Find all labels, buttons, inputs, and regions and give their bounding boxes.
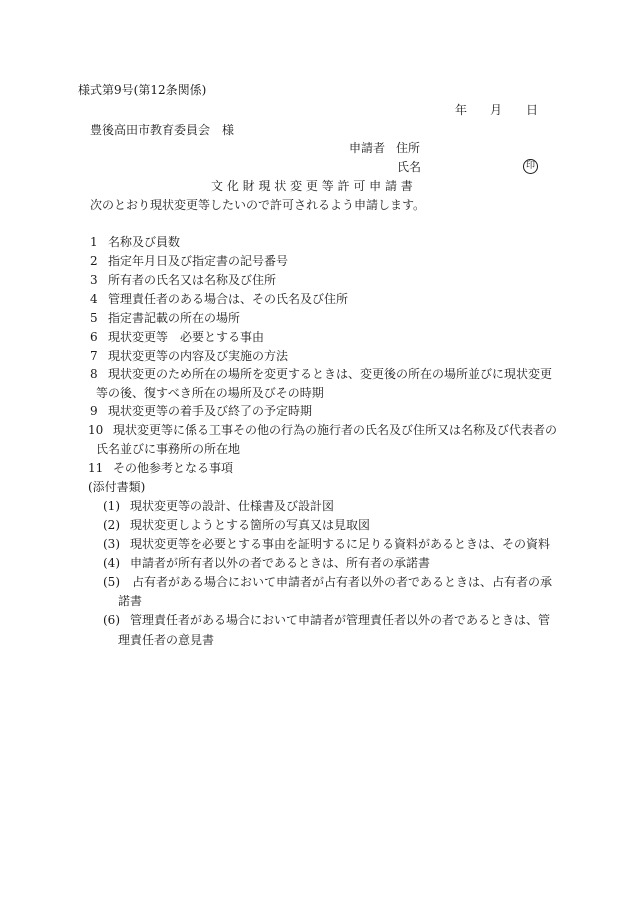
attachment-number: (4) bbox=[103, 556, 120, 570]
attachment-5 bbox=[0, 575, 630, 589]
attachment-text: 占有者がある場合において申請者が占有者以外の者であるときは、占有者の承 bbox=[132, 575, 553, 589]
item-4 bbox=[0, 292, 630, 306]
attachment-text: 管理責任者がある場合において申請者が管理責任者以外の者であるときは、管 bbox=[130, 613, 551, 627]
item-3 bbox=[0, 273, 630, 287]
addressee: 豊後高田市教育委員会 様 bbox=[90, 123, 235, 137]
item-number: 7 bbox=[90, 349, 98, 363]
date-year-label: 年 bbox=[455, 103, 468, 117]
item-number: 6 bbox=[90, 330, 98, 344]
attachments-heading: (添付書類) bbox=[88, 480, 146, 494]
item-text-continuation: 氏名並びに事務所の所在地 bbox=[96, 442, 241, 456]
attachment-text: 申請者が所有者以外の者であるときは、所有者の承諾書 bbox=[130, 556, 431, 570]
seal-mark: 印 bbox=[523, 159, 538, 174]
item-text: 所有者の氏名又は名称及び住所 bbox=[108, 273, 277, 287]
attachment-number: (3) bbox=[103, 537, 120, 551]
item-8-continuation bbox=[0, 386, 630, 400]
attachment-6 bbox=[0, 613, 630, 627]
applicant-label: 申請者 bbox=[349, 141, 386, 155]
item-text: 現状変更等の内容及び実施の方法 bbox=[108, 349, 289, 363]
applicant-address-label: 住所 bbox=[396, 141, 421, 155]
attachment-text-continuation: 諾書 bbox=[118, 594, 143, 608]
item-text: 指定書記載の所在の場所 bbox=[108, 311, 241, 325]
item-2 bbox=[0, 254, 630, 268]
item-number: 5 bbox=[90, 311, 98, 325]
item-text: 名称及び員数 bbox=[108, 235, 181, 249]
item-7 bbox=[0, 349, 630, 363]
item-text: 現状変更等 必要とする事由 bbox=[108, 330, 265, 344]
attachment-5-continuation bbox=[0, 594, 630, 608]
attachment-text: 現状変更等の設計、仕様書及び設計図 bbox=[130, 499, 335, 513]
item-text: その他参考となる事項 bbox=[113, 461, 234, 475]
item-number: 10 bbox=[88, 423, 104, 437]
attachment-text: 現状変更等を必要とする事由を証明するに足りる資料があるときは、その資料 bbox=[130, 537, 551, 551]
item-text: 現状変更等に係る工事その他の行為の施行者の氏名及び住所又は名称及び代表者の bbox=[113, 423, 558, 437]
item-number: 3 bbox=[90, 273, 98, 287]
item-number: 2 bbox=[90, 254, 98, 268]
date-month-label: 月 bbox=[490, 103, 503, 117]
attachment-6-continuation bbox=[0, 633, 630, 647]
item-text: 管理責任者のある場合は、その氏名及び住所 bbox=[108, 292, 349, 306]
attachment-text: 現状変更しようとする箇所の写真又は見取図 bbox=[130, 518, 371, 532]
item-number: 1 bbox=[90, 235, 98, 249]
item-text: 指定年月日及び指定書の記号番号 bbox=[108, 254, 289, 268]
item-number: 8 bbox=[90, 367, 98, 381]
item-text-continuation: 等の後、復すべき所在の場所及びその時期 bbox=[96, 386, 324, 400]
attachment-number: (2) bbox=[103, 518, 120, 532]
item-number: 11 bbox=[88, 461, 104, 475]
attachment-2 bbox=[0, 518, 630, 532]
applicant-name-label: 氏名 bbox=[397, 160, 422, 174]
attachment-number: (5) bbox=[103, 575, 120, 589]
item-number: 9 bbox=[90, 404, 98, 418]
item-text: 現状変更のため所在の場所を変更するときは、変更後の所在の場所並びに現状変更 bbox=[108, 367, 553, 381]
form-number: 様式第9号(第12条関係) bbox=[78, 83, 207, 97]
attachment-number: (6) bbox=[103, 613, 120, 627]
item-5 bbox=[0, 311, 630, 325]
item-number: 4 bbox=[90, 292, 98, 306]
attachment-number: (1) bbox=[103, 499, 120, 513]
item-1 bbox=[0, 235, 630, 249]
attachment-3 bbox=[0, 537, 630, 551]
item-8 bbox=[0, 367, 630, 381]
item-11 bbox=[0, 461, 630, 475]
item-10 bbox=[0, 423, 630, 437]
date-day-label: 日 bbox=[526, 103, 539, 117]
item-6 bbox=[0, 330, 630, 344]
attachment-text-continuation: 理責任者の意見書 bbox=[118, 633, 215, 647]
attachment-1 bbox=[0, 499, 630, 513]
intro-text: 次のとおり現状変更等したいので許可されるよう申請します。 bbox=[90, 198, 426, 212]
document-title: 文 化 財 現 状 変 更 等 許 可 申 請 書 bbox=[211, 179, 413, 193]
attachment-4 bbox=[0, 556, 630, 570]
item-9 bbox=[0, 404, 630, 418]
item-text: 現状変更等の着手及び終了の予定時期 bbox=[108, 404, 313, 418]
item-10-continuation bbox=[0, 442, 630, 456]
